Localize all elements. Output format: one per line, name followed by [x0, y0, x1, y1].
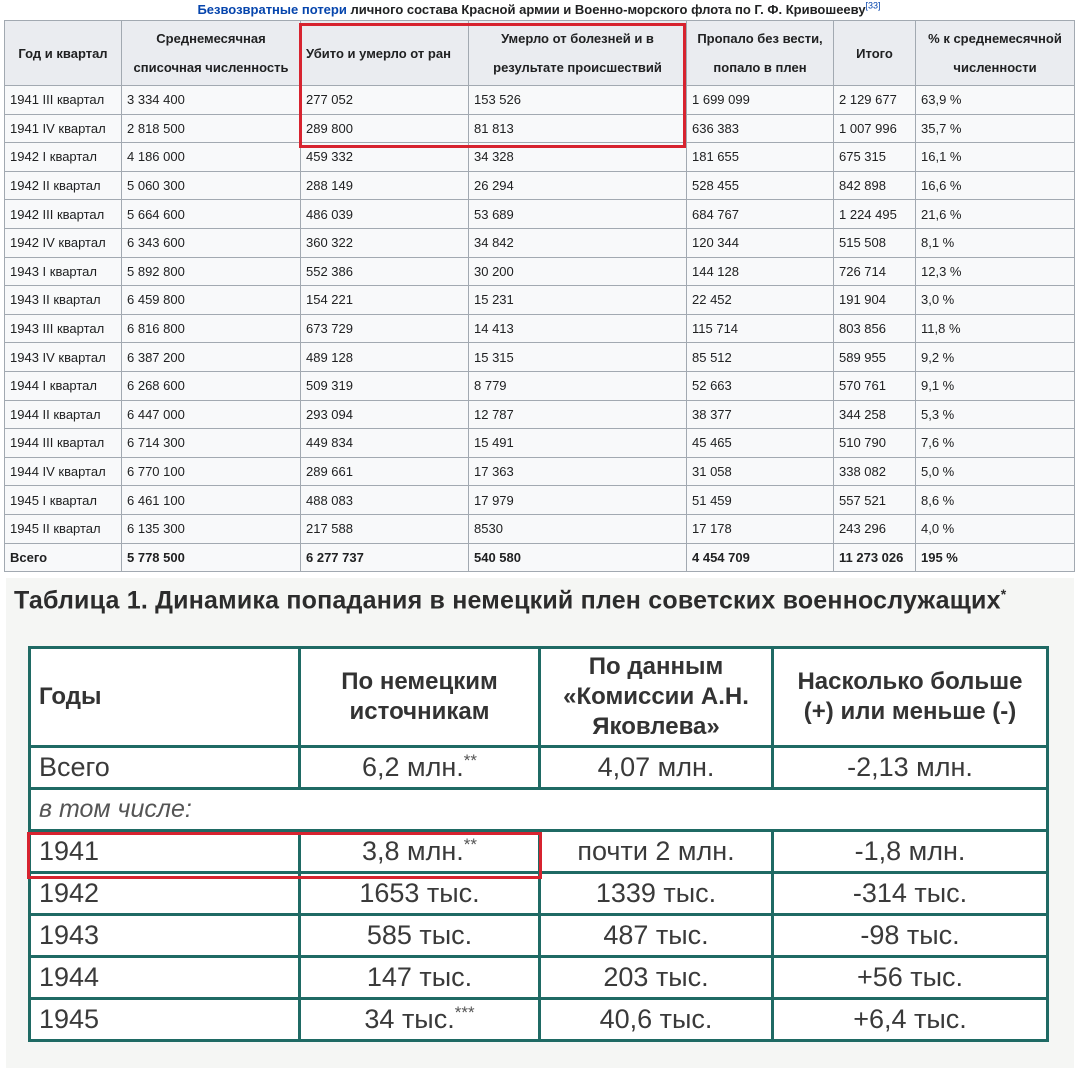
table-cell: 5 778 500 [122, 543, 301, 572]
table-cell: 589 955 [834, 343, 916, 372]
table-cell: 528 455 [687, 171, 834, 200]
table-cell: 144 128 [687, 257, 834, 286]
table-cell: 53 689 [469, 200, 687, 229]
table-cell: 11,8 % [916, 314, 1075, 343]
table-cell: 12,3 % [916, 257, 1075, 286]
table-cell: 6 277 737 [301, 543, 469, 572]
table-cell: 115 714 [687, 314, 834, 343]
table-cell: 552 386 [301, 257, 469, 286]
table-cell: 6 816 800 [122, 314, 301, 343]
table-cell: 45 465 [687, 429, 834, 458]
table-cell: 51 459 [687, 486, 834, 515]
table-cell: 1945 II квартал [5, 514, 122, 543]
table-cell: 509 319 [301, 371, 469, 400]
table-cell: 81 813 [469, 114, 687, 143]
table1-cell [300, 831, 540, 873]
table-cell: 6 714 300 [122, 429, 301, 458]
table-cell: 2 818 500 [122, 114, 301, 143]
table-cell: 4 454 709 [687, 543, 834, 572]
table1-cell-value: 585 тыс. [366, 920, 473, 950]
table-row [5, 343, 1075, 372]
table-cell: 17 178 [687, 514, 834, 543]
table-cell: 11 273 026 [834, 543, 916, 572]
table-cell: 6 343 600 [122, 228, 301, 257]
table-row [5, 543, 1075, 572]
table1-row [30, 999, 1048, 1041]
table-cell: 1 224 495 [834, 200, 916, 229]
table-cell: 26 294 [469, 171, 687, 200]
table1-title-star: * [1000, 586, 1007, 602]
table-cell: 675 315 [834, 143, 916, 172]
table-cell: 4 186 000 [122, 143, 301, 172]
table1-header-cell: Насколько больше (+) или меньше (-) [773, 648, 1048, 747]
table1-cell: 1944 [30, 957, 300, 999]
table-row [5, 429, 1075, 458]
table1-header-cell: Годы [30, 648, 300, 747]
table-cell: 243 296 [834, 514, 916, 543]
table1-cell: 1339 тыс. [540, 873, 773, 915]
table1-header-cell: По данным «Комиссии А.Н. Яковлева» [540, 648, 773, 747]
table-cell: 636 383 [687, 114, 834, 143]
table-cell: 5 664 600 [122, 200, 301, 229]
table-cell: 338 082 [834, 457, 916, 486]
table1-cell: -1,8 млн. [773, 831, 1048, 873]
table-cell: 1942 I квартал [5, 143, 122, 172]
table1-cell-value: 1653 тыс. [359, 878, 480, 908]
table-cell: 6 387 200 [122, 343, 301, 372]
table-cell: 6 770 100 [122, 457, 301, 486]
table-row [5, 257, 1075, 286]
table-row [5, 457, 1075, 486]
table1-row [30, 831, 1048, 873]
table-cell: Всего [5, 543, 122, 572]
table-cell: 16,6 % [916, 171, 1075, 200]
table-cell: 16,1 % [916, 143, 1075, 172]
table-cell: 191 904 [834, 286, 916, 315]
header-cell[interactable]: Убито и умерло от ран [301, 21, 469, 86]
header-cell[interactable]: Среднемесячная списочная численность [122, 21, 301, 86]
table-cell: 15 315 [469, 343, 687, 372]
table1-panel [6, 578, 1074, 1068]
table-cell: 9,2 % [916, 343, 1075, 372]
table-cell: 35,7 % [916, 114, 1075, 143]
table1-cell: -2,13 млн. [773, 747, 1048, 789]
table1-cell: 1941 [30, 831, 300, 873]
table-cell: 726 714 [834, 257, 916, 286]
table1-header-cell: По немецким источникам [300, 648, 540, 747]
table1-subheader: в том числе: [30, 789, 1048, 831]
table1-cell: -314 тыс. [773, 873, 1048, 915]
table-cell: 2 129 677 [834, 86, 916, 115]
table-cell: 195 % [916, 543, 1075, 572]
table1-cell: 1942 [30, 873, 300, 915]
table-cell: 181 655 [687, 143, 834, 172]
table-cell: 1944 III квартал [5, 429, 122, 458]
table-cell: 486 039 [301, 200, 469, 229]
table-cell: 344 258 [834, 400, 916, 429]
caption-reference[interactable]: [33] [865, 0, 881, 11]
table-cell: 1944 I квартал [5, 371, 122, 400]
table1-total-row [30, 747, 1048, 789]
table-cell: 7,6 % [916, 429, 1075, 458]
table-cell: 154 221 [301, 286, 469, 315]
table-cell: 153 526 [469, 86, 687, 115]
table-cell: 8530 [469, 514, 687, 543]
table1-cell: 40,6 тыс. [540, 999, 773, 1041]
table-cell: 1943 II квартал [5, 286, 122, 315]
table1-cell: 203 тыс. [540, 957, 773, 999]
table-cell: 5 060 300 [122, 171, 301, 200]
table1-row [30, 873, 1048, 915]
header-cell[interactable]: Пропало без вести, попало в плен [687, 21, 834, 86]
table-cell: 459 332 [301, 143, 469, 172]
table-row [5, 114, 1075, 143]
table-cell: 1945 I квартал [5, 486, 122, 515]
table-cell: 21,6 % [916, 200, 1075, 229]
table-row [5, 314, 1075, 343]
table1-cell: -98 тыс. [773, 915, 1048, 957]
table-cell: 6 461 100 [122, 486, 301, 515]
table-cell: 6 268 600 [122, 371, 301, 400]
table-cell: 803 856 [834, 314, 916, 343]
table-cell: 120 344 [687, 228, 834, 257]
table-caption [0, 0, 1078, 20]
table-cell: 6 447 000 [122, 400, 301, 429]
table-row [5, 86, 1075, 115]
table-cell: 9,1 % [916, 371, 1075, 400]
table-row [5, 400, 1075, 429]
table-cell: 842 898 [834, 171, 916, 200]
table-cell: 63,9 % [916, 86, 1075, 115]
table1-cell [300, 873, 540, 915]
table-cell: 1943 III квартал [5, 314, 122, 343]
losses-table-header [5, 21, 1075, 86]
table1-cell: +56 тыс. [773, 957, 1048, 999]
footnote-mark: ** [463, 835, 477, 854]
table-cell: 1 699 099 [687, 86, 834, 115]
table-cell: 1942 II квартал [5, 171, 122, 200]
table-cell: 3 334 400 [122, 86, 301, 115]
table-cell: 15 231 [469, 286, 687, 315]
table-cell: 85 512 [687, 343, 834, 372]
table-cell: 3,0 % [916, 286, 1075, 315]
table-cell: 289 661 [301, 457, 469, 486]
table1-row [30, 957, 1048, 999]
table-cell: 30 200 [469, 257, 687, 286]
header-cell[interactable]: Итого [834, 21, 916, 86]
table-cell: 1941 IV квартал [5, 114, 122, 143]
table-row [5, 371, 1075, 400]
table-cell: 5,0 % [916, 457, 1075, 486]
table-cell: 14 413 [469, 314, 687, 343]
table-cell: 1944 IV квартал [5, 457, 122, 486]
table-cell: 6 135 300 [122, 514, 301, 543]
table-cell: 360 322 [301, 228, 469, 257]
table1-cell [300, 957, 540, 999]
table-cell: 34 842 [469, 228, 687, 257]
table-cell: 288 149 [301, 171, 469, 200]
table-cell: 449 834 [301, 429, 469, 458]
table1-title [14, 586, 1006, 615]
table-cell: 38 377 [687, 400, 834, 429]
table-cell: 673 729 [301, 314, 469, 343]
table1-cell: почти 2 млн. [540, 831, 773, 873]
table-cell: 8 779 [469, 371, 687, 400]
table-cell: 15 491 [469, 429, 687, 458]
table-row [5, 200, 1075, 229]
table-cell: 1944 II квартал [5, 400, 122, 429]
table-row [5, 286, 1075, 315]
table1-cell: 487 тыс. [540, 915, 773, 957]
table-cell: 34 328 [469, 143, 687, 172]
table-cell: 293 094 [301, 400, 469, 429]
table1-cell: 1943 [30, 915, 300, 957]
table1-cell-value: 6,2 млн. [362, 752, 464, 782]
table-cell: 17 363 [469, 457, 687, 486]
table1-cell-value: 34 тыс. [364, 1004, 455, 1034]
table-row [5, 143, 1075, 172]
table-cell: 540 580 [469, 543, 687, 572]
footnote-mark: *** [454, 1003, 475, 1022]
footnote-mark: ** [463, 751, 477, 770]
table1 [28, 646, 1049, 1042]
table-cell: 1942 IV квартал [5, 228, 122, 257]
table1-row [30, 915, 1048, 957]
table-row [5, 514, 1075, 543]
table1-cell-value: 147 тыс. [366, 962, 473, 992]
table-cell: 6 459 800 [122, 286, 301, 315]
table-cell: 1941 III квартал [5, 86, 122, 115]
losses-table [4, 20, 1075, 572]
table-cell: 557 521 [834, 486, 916, 515]
table-cell: 289 800 [301, 114, 469, 143]
table1-cell: 4,07 млн. [540, 747, 773, 789]
caption-text: личного состава Красной армии и Военно-морского флота по Г. Ф. Кривошееву [350, 2, 866, 17]
table-cell: 1943 IV квартал [5, 343, 122, 372]
table1-cell [300, 999, 540, 1041]
table-cell: 31 058 [687, 457, 834, 486]
table-cell: 217 588 [301, 514, 469, 543]
table1-title-text: Таблица 1. Динамика попадания в немецкий плен советских военнослужащих [14, 586, 1001, 615]
table-cell: 1943 I квартал [5, 257, 122, 286]
table1-header [30, 648, 1048, 747]
table1-cell-value: 3,8 млн. [362, 836, 464, 866]
table-cell: 277 052 [301, 86, 469, 115]
table-cell: 488 083 [301, 486, 469, 515]
table1-cell: Всего [30, 747, 300, 789]
table1-cell [300, 747, 540, 789]
table-cell: 570 761 [834, 371, 916, 400]
table-cell: 4,0 % [916, 514, 1075, 543]
table-cell: 5,3 % [916, 400, 1075, 429]
table1-subheader-row [30, 789, 1048, 831]
table-row [5, 228, 1075, 257]
caption-link[interactable]: Безвозвратные потери [197, 2, 347, 17]
header-cell[interactable]: % к среднемесячной численности [916, 21, 1075, 86]
table-cell: 8,6 % [916, 486, 1075, 515]
table-row [5, 171, 1075, 200]
table-cell: 510 790 [834, 429, 916, 458]
table1-cell [300, 915, 540, 957]
table-row [5, 486, 1075, 515]
table-cell: 22 452 [687, 286, 834, 315]
table-cell: 52 663 [687, 371, 834, 400]
table-cell: 489 128 [301, 343, 469, 372]
table-cell: 1 007 996 [834, 114, 916, 143]
header-cell[interactable]: Умерло от болезней и в результате происшествий [469, 21, 687, 86]
table-cell: 515 508 [834, 228, 916, 257]
table-cell: 12 787 [469, 400, 687, 429]
table-cell: 684 767 [687, 200, 834, 229]
header-cell[interactable]: Год и квартал [5, 21, 122, 86]
table-cell: 5 892 800 [122, 257, 301, 286]
table1-cell: 1945 [30, 999, 300, 1041]
table-cell: 8,1 % [916, 228, 1075, 257]
table-cell: 1942 III квартал [5, 200, 122, 229]
table-cell: 17 979 [469, 486, 687, 515]
table1-cell: +6,4 тыс. [773, 999, 1048, 1041]
